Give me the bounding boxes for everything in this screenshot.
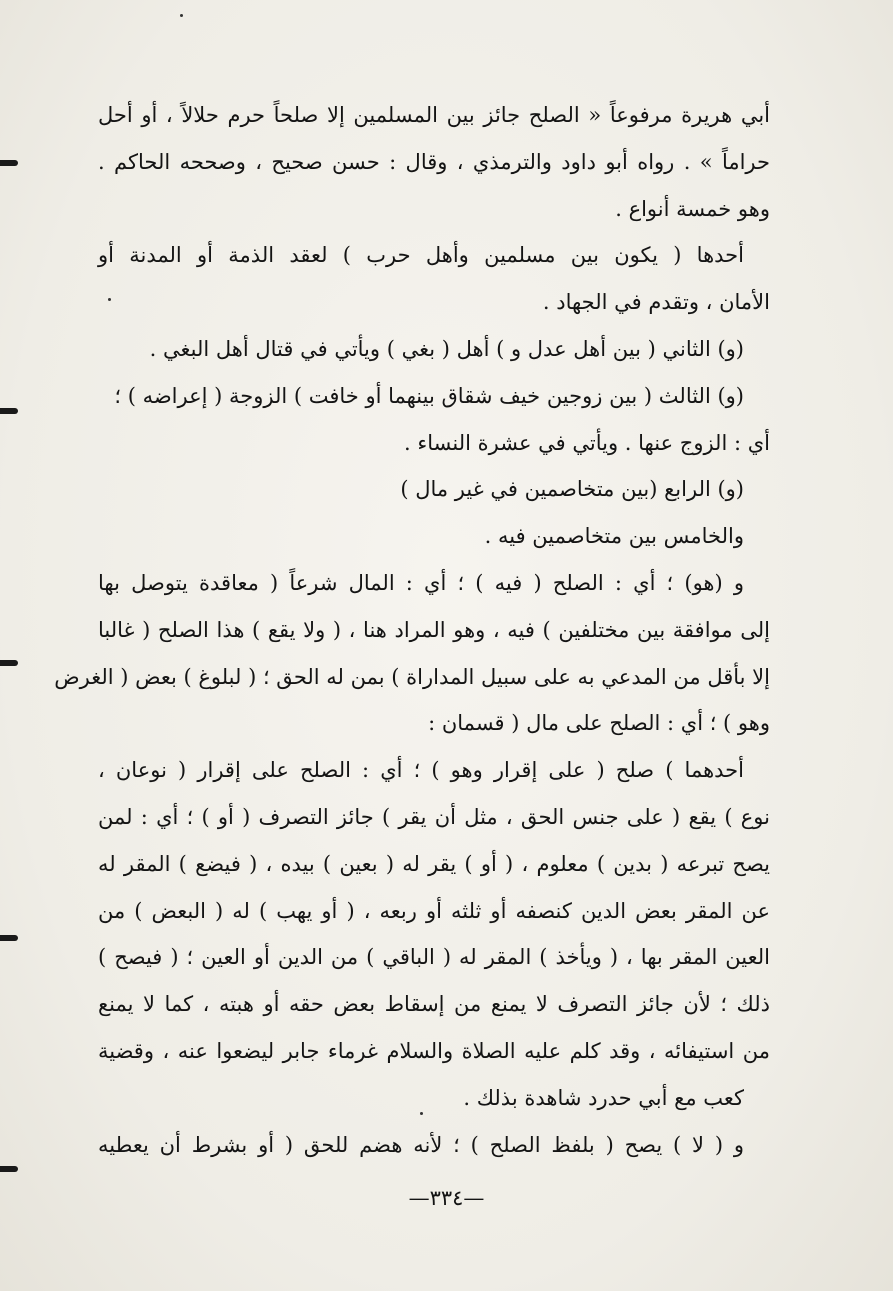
text-line-21: من استيفائه ، وقد كلم عليه الصلاة والسلام غرماء جابر ليضعوا عنه ، وقضية bbox=[98, 1038, 770, 1063]
text-line-3: وهو خمسة أنواع . bbox=[615, 196, 770, 221]
text-line-4: أحدها ( يكون بين مسلمين وأهل حرب ) لعقد الذمة أو المدنة أو bbox=[98, 243, 744, 268]
margin-mark bbox=[0, 160, 18, 166]
page-number: —٣٣٤— bbox=[408, 1186, 485, 1210]
speck bbox=[108, 298, 111, 301]
margin-mark bbox=[0, 408, 18, 414]
text-line-12: إلى موافقة بين مختلفين ) فيه ، وهو المراد هنا ، ( ولا يقع ) هذا الصلح ( غالبا bbox=[98, 617, 770, 642]
text-line-17: يصح تبرعه ( بدين ) معلوم ، ( أو ) يقر له ( بعين ) بيده ، ( فيضع ) المقر له bbox=[98, 851, 770, 876]
text-line-13: إلا بأقل من المدعي به على سبيل المداراة ) بمن له الحق ؛ ( لبلوغ ) بعض ( الغرض bbox=[54, 664, 770, 689]
text-line-18: عن المقر بعض الدين كنصفه أو ثلثه أو ربعه ، ( أو يهب ) له ( البعض ) من bbox=[98, 898, 770, 923]
text-line-8: أي : الزوج عنها . ويأتي في عشرة النساء . bbox=[404, 430, 770, 455]
text-line-23: و ( لا ) يصح ( بلفظ الصلح ) ؛ لأنه هضم للحق ( أو بشرط أن يعطيه bbox=[98, 1132, 744, 1157]
text-line-6: (و) الثاني ( بين أهل عدل و ) أهل ( بغي ) ويأتي في قتال أهل البغي . bbox=[149, 336, 744, 361]
text-line-20: ذلك ؛ لأن جائز التصرف لا يمنع من إسقاط بعض حقه أو هبته ، كما لا يمنع bbox=[98, 992, 770, 1017]
text-line-1: أبي هريرة مرفوعاً « الصلح جائز بين المسلمين إلا صلحاً حرم حلالاً ، أو أحل bbox=[98, 103, 770, 127]
text-line-10: والخامس بين متخاصمين فيه . bbox=[484, 524, 744, 549]
body-text bbox=[54, 92, 770, 1168]
text-line-14: وهو ) ؛ أي : الصلح على مال ( قسمان : bbox=[428, 711, 770, 736]
text-line-9: (و) الرابع (بين متخاصمين في غير مال ) bbox=[400, 477, 744, 502]
text-line-11: و (هو) ؛ أي : الصلح ( فيه ) ؛ أي : المال شرعاً ( معاقدة يتوصل بها bbox=[98, 570, 744, 595]
text-line-16: نوع ) يقع ( على جنس الحق ، مثل أن يقر ) جائز التصرف ( أو ) ؛ أي : لمن bbox=[98, 804, 770, 829]
text-line-7: (و) الثالث ( بين زوجين خيف شقاق بينهما أو خافت ) الزوجة ( إعراضه ) ؛ bbox=[114, 383, 744, 408]
margin-mark bbox=[0, 1166, 18, 1172]
text-line-5: الأمان ، وتقدم في الجهاد . bbox=[542, 290, 770, 315]
text-line-22: كعب مع أبي حدرد شاهدة بذلك . bbox=[463, 1085, 744, 1110]
text-line-2: حراماً » . رواه أبو داود والترمذي ، وقال : حسن صحيح ، وصححه الحاكم . bbox=[98, 149, 770, 174]
text-line-19: العين المقر بها ، ( ويأخذ ) المقر له ( الباقي ) من الدين أو العين ؛ ( فيصح ) bbox=[98, 945, 770, 970]
speck bbox=[420, 1112, 423, 1115]
text-line-15: أحدهما ) صلح ( على إقرار وهو ) ؛ أي : الصلح على إقرار ( نوعان ، bbox=[98, 758, 744, 783]
speck bbox=[180, 14, 183, 17]
margin-mark bbox=[0, 660, 18, 666]
margin-mark bbox=[0, 935, 18, 941]
